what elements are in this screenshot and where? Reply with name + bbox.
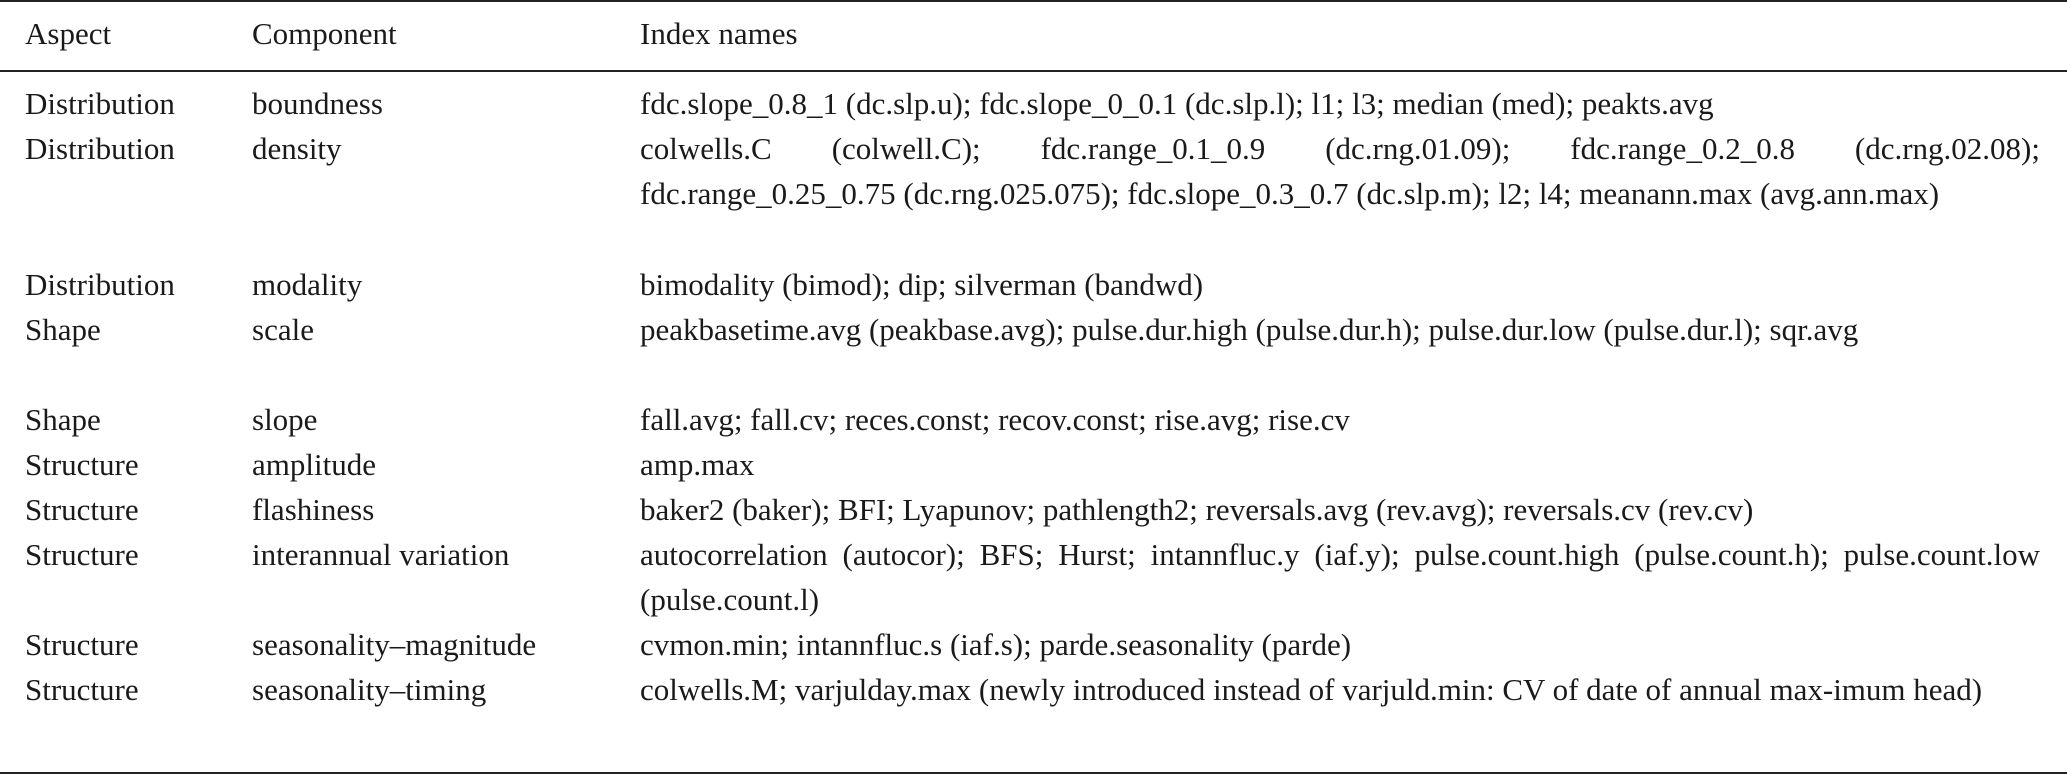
cell-index-names: colwells.C (colwell.C); fdc.range_0.1_0.9 (dc.rng.01.09); fdc.range_0.2_0.8 (dc.rng.02.08); fdc.range_0.25_0.75 (dc.rng.025.075); fdc.slope_0.3_0.7 (dc.slp.m); l2; l4; meanann.max (avg.ann.max) — [640, 131, 2040, 211]
cell-index-names: amp.max — [640, 447, 755, 482]
table-top-rule — [0, 0, 2067, 2]
table-header-rule — [0, 70, 2067, 72]
cell-component: modality — [252, 267, 363, 302]
cell-index-names: baker2 (baker); BFI; Lyapunov; pathlength2; reversals.avg (rev.avg); reversals.cv (rev.cv) — [640, 492, 1754, 527]
header-component: Component — [252, 16, 397, 51]
cell-aspect: Distribution — [25, 86, 175, 121]
cell-aspect: Structure — [25, 492, 139, 527]
header-index-names: Index names — [640, 16, 798, 51]
table-bottom-rule — [0, 772, 2067, 774]
header-aspect: Aspect — [25, 16, 112, 51]
cell-component: interannual variation — [252, 537, 510, 572]
cell-index-names: peakbasetime.avg (peakbase.avg); pulse.dur.high (pulse.dur.h); pulse.dur.low (pulse.dur.l); sqr.avg — [640, 312, 1859, 347]
cell-component: amplitude — [252, 447, 376, 482]
cell-index-names: bimodality (bimod); dip; silverman (bandwd) — [640, 267, 1204, 302]
cell-component: scale — [252, 312, 314, 347]
cell-aspect: Shape — [25, 312, 101, 347]
cell-aspect: Shape — [25, 402, 101, 437]
cell-index-names: cvmon.min; intannfluc.s (iaf.s); parde.seasonality (parde) — [640, 627, 1352, 662]
cell-index-names: colwells.M; varjulday.max (newly introduced instead of varjuld.min: CV of date of annual max-imum head) — [640, 672, 1983, 707]
cell-component: seasonality–magnitude — [252, 627, 537, 662]
cell-component: seasonality–timing — [252, 672, 487, 707]
cell-aspect: Structure — [25, 537, 139, 572]
cell-aspect: Distribution — [25, 267, 175, 302]
cell-component: flashiness — [252, 492, 375, 527]
cell-aspect: Structure — [25, 627, 139, 662]
cell-index-names: fall.avg; fall.cv; reces.const; recov.const; rise.avg; rise.cv — [640, 402, 1350, 437]
cell-index-names: fdc.slope_0.8_1 (dc.slp.u); fdc.slope_0_0.1 (dc.slp.l); l1; l3; median (med); peakts.avg — [640, 86, 1714, 121]
cell-component: boundness — [252, 86, 383, 121]
cell-component: density — [252, 131, 342, 166]
cell-component: slope — [252, 402, 318, 437]
cell-aspect: Distribution — [25, 131, 175, 166]
cell-index-names: autocorrelation (autocor); BFS; Hurst; intannfluc.y (iaf.y); pulse.count.high (pulse.count.h); pulse.count.low (pulse.count.l) — [640, 537, 2040, 617]
cell-aspect: Structure — [25, 672, 139, 707]
cell-aspect: Structure — [25, 447, 139, 482]
table-header-row — [0, 12, 2067, 56]
